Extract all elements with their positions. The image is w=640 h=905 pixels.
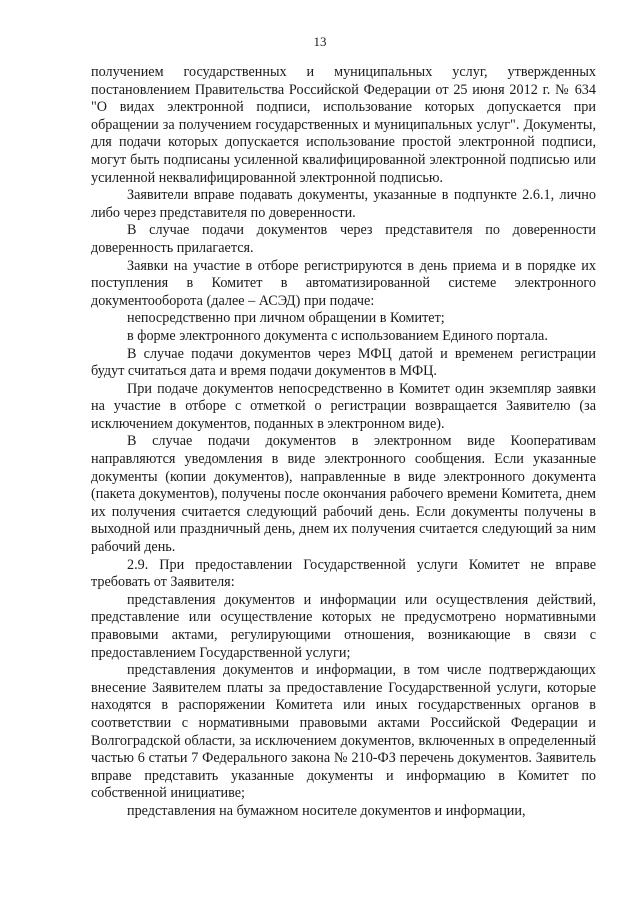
paragraph-representative-submission: Заявители вправе подавать документы, указанные в подпункте 2.6.1, лично либо через представителя по доверенности. bbox=[91, 187, 596, 221]
page-number: 13 bbox=[313, 34, 327, 49]
document-body bbox=[91, 64, 596, 821]
paragraph-registration-order: Заявки на участие в отборе регистрируются в день приема и в порядке их поступления в Комитет в автоматизированной системе электронного документооборота (далее – АСЭД) при подаче: bbox=[91, 257, 596, 309]
list-item-unregulated-documents: представления документов и информации или осуществления действий, представление или осуществление которых не предусмотрено нормативными правовыми актами, регулирующими отношения, возникающие в связи с предоставлением Государственной услуги; bbox=[91, 591, 596, 661]
list-item-unified-portal: в форме электронного документа с использованием Единого портала. bbox=[127, 327, 548, 344]
paragraph-power-of-attorney: В случае подачи документов через представителя по доверенности доверенность прилагается. bbox=[91, 222, 596, 256]
paragraph-electronic-notification: В случае подачи документов в электронном виде Кооперативам направляются уведомления в виде электронного сообщения. Если указанные документы (копии документов), направленные в виде электронного документа (пакета документов), получены после окончания рабочего времени Комитета, днем их получения считается следующий рабочий день. Если документы получены в выходной или праздничный день, днем их получения считается следующий за ним рабочий день. bbox=[91, 433, 596, 556]
paragraph-mfc-registration: В случае подачи документов через МФЦ датой и временем регистрации будут считаться дата и время подачи документов в МФЦ. bbox=[91, 345, 596, 380]
paragraph-signature-types: получением государственных и муниципальных услуг, утвержденных постановлением Правительства Российской Федерации от 25 июня 2012 г. № 634 "О видах электронной подписи, использование которых допускается при обращении за получением государственных и муниципальных услуг". Документы, для подачи которых допускается использование простой электронной подписи, могут быть подписаны усиленной квалифицированной электронной подписью или усиленной неквалифицированной электронной подписью. bbox=[91, 64, 596, 186]
list-item-paper-documents: представления на бумажном носителе документов и информации, bbox=[127, 802, 526, 819]
list-item-personal-visit: непосредственно при личном обращении в Комитет; bbox=[127, 310, 445, 327]
list-item-documents-in-possession: представления документов и информации, в том числе подтверждающих внесение Заявителем платы за предоставление Государственной услуги, которые находятся в распоряжении Комитета или иных государственных органов в соответствии с нормативными правовыми актами Российской Федерации и Волгоградской области, за исключением документов, включенных в определенный частью 6 статьи 7 Федерального закона № 210-ФЗ перечень документов. Заявитель вправе представить указанные документы и информацию в Комитет по собственной инициативе; bbox=[91, 662, 596, 802]
paragraph-direct-submission: При подаче документов непосредственно в Комитет один экземпляр заявки на участие в отборе с отметкой о регистрации возвращается Заявителю (за исключением документов, поданных в электронном виде). bbox=[91, 380, 596, 432]
paragraph-section-2-9: 2.9. При предоставлении Государственной услуги Комитет не вправе требовать от Заявителя: bbox=[91, 556, 596, 591]
